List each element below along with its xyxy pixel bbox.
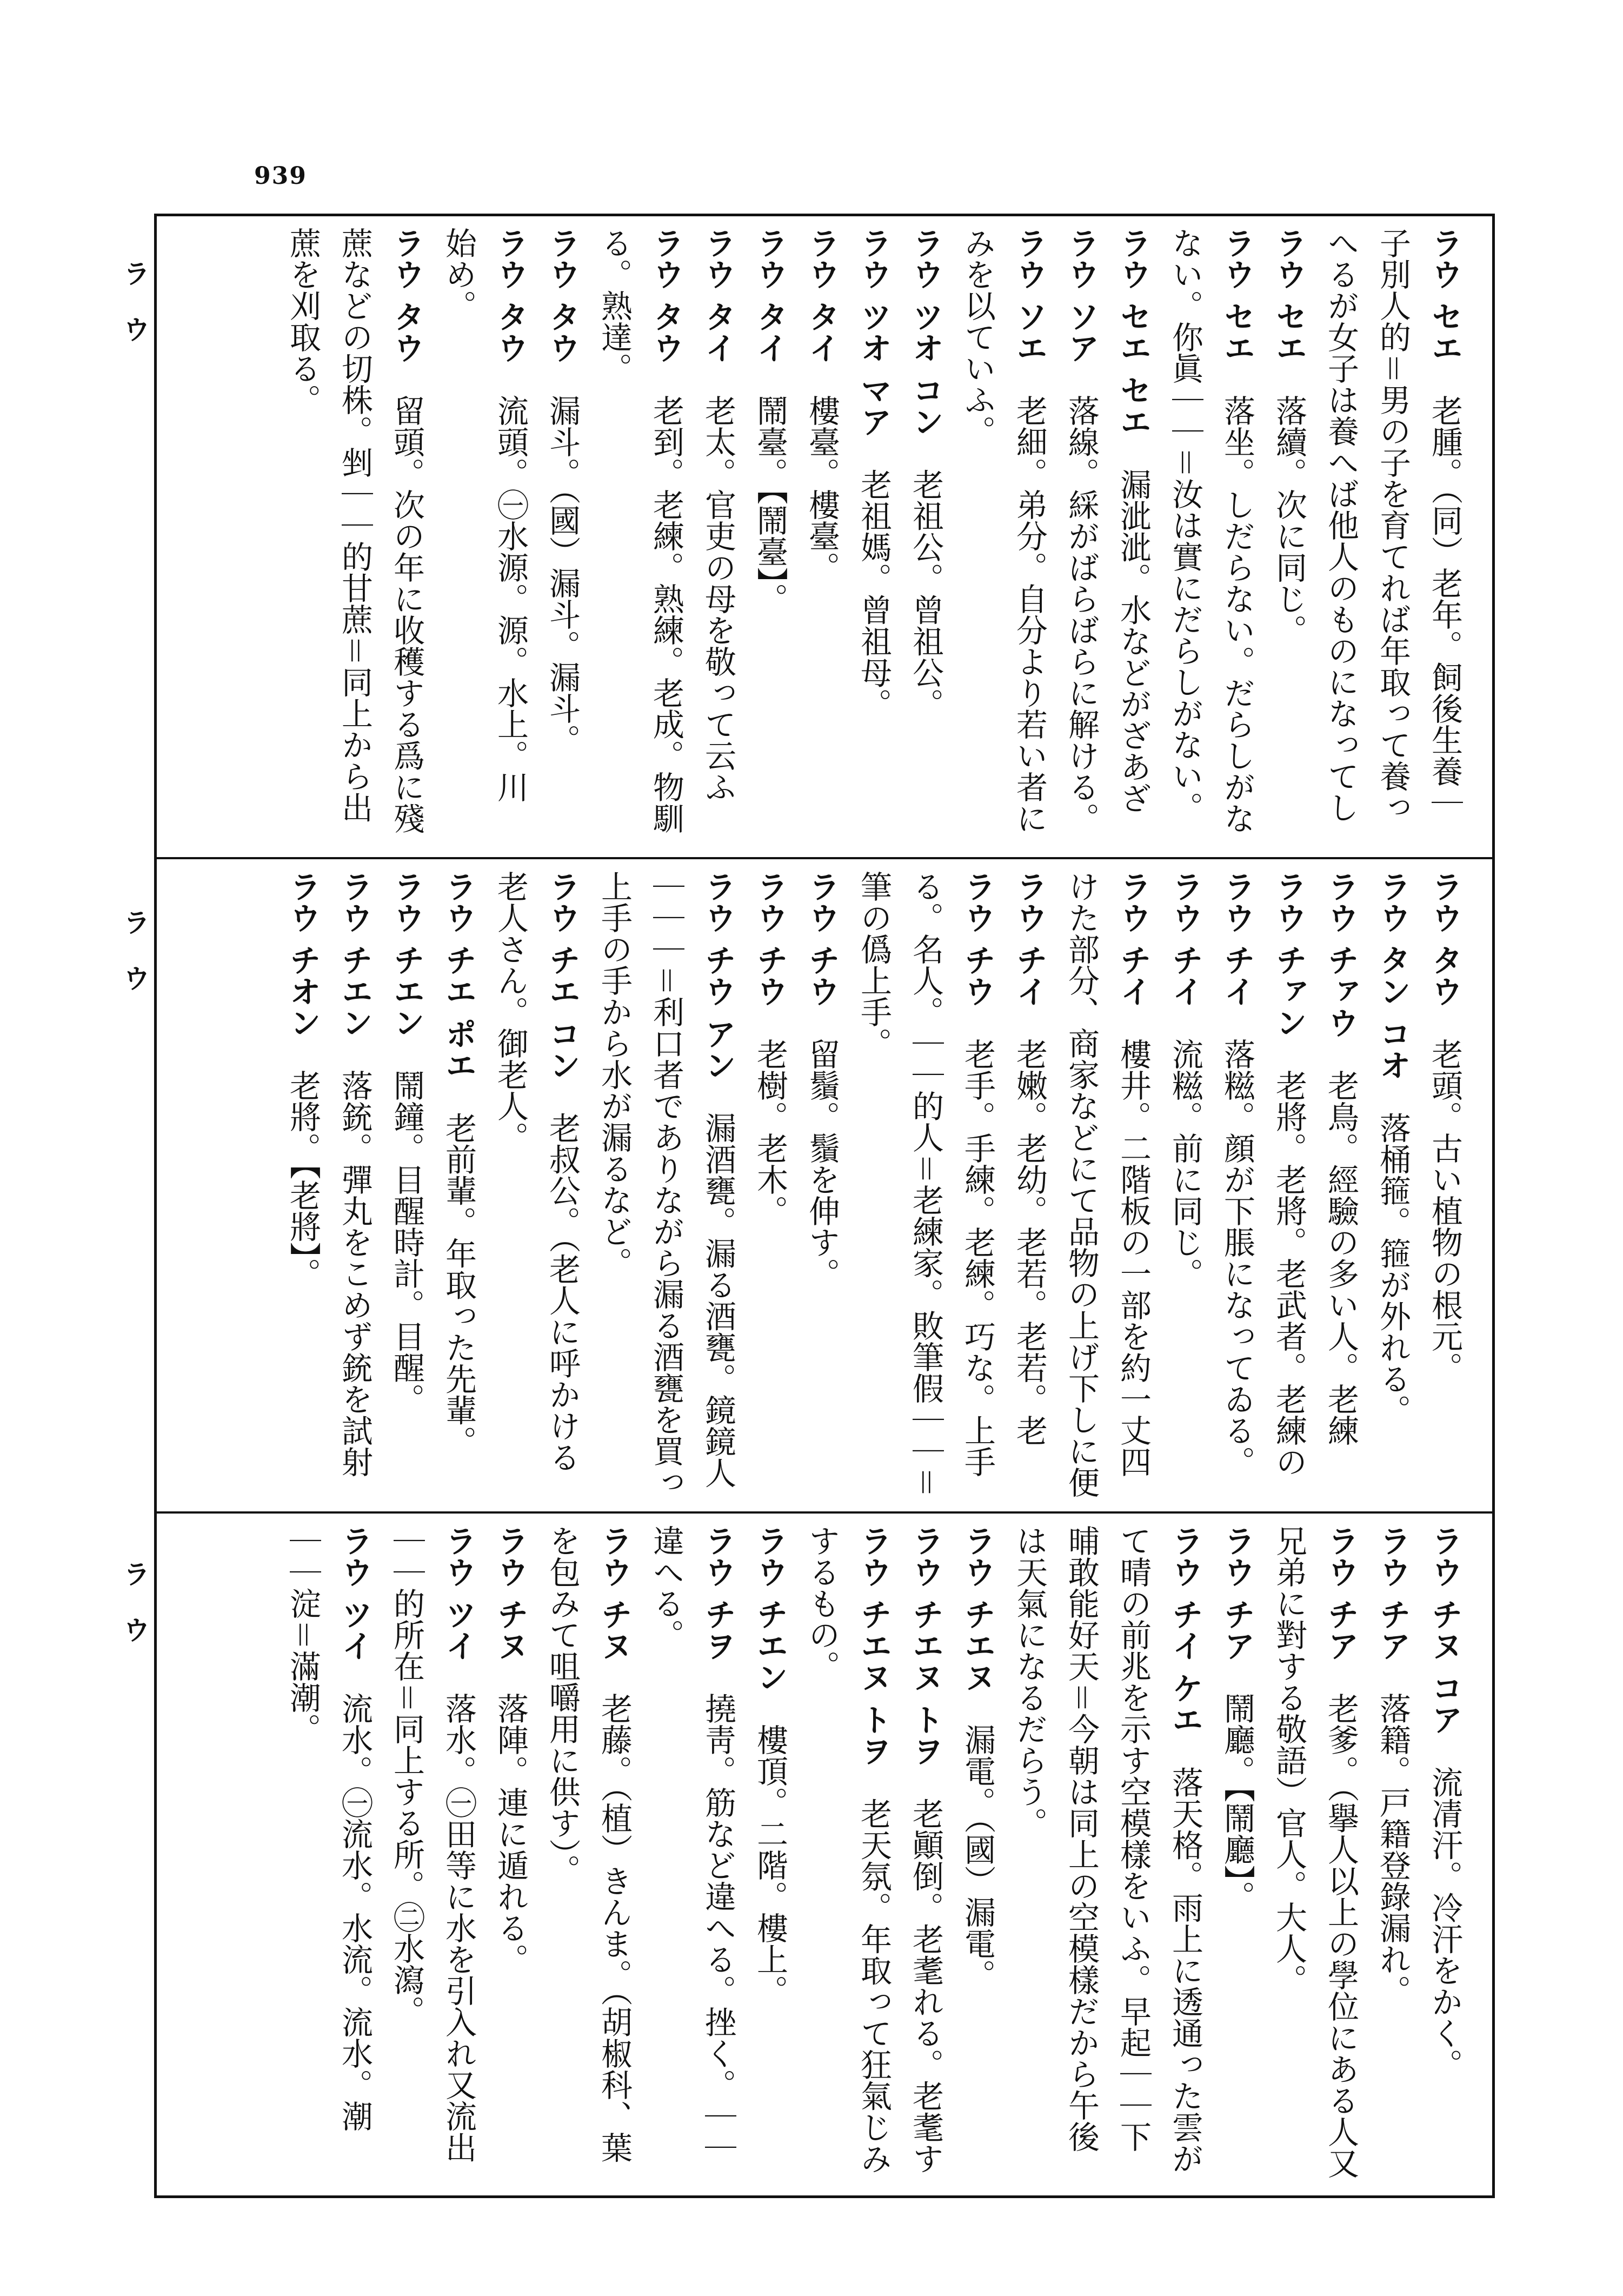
- entry-section: [178, 871, 1471, 1498]
- entry-column: ラウ チヲ 撓靑。筋など違へる。挫く。｜｜: [700, 1525, 736, 2164]
- entry-column: ラウ チウ アン 漏酒甕。漏る酒甕。鏡鏡人: [700, 871, 736, 1489]
- margin-label: ラ ウ: [119, 1560, 150, 1653]
- entry-column: ラウ タン コオ 落桶箍。箍が外れる。: [1374, 871, 1411, 1426]
- entry-section: [178, 227, 1471, 844]
- margin-label: ラ ウ: [119, 260, 150, 353]
- entry-column: けた部分、商家などにて品物の上げ下しに便: [1063, 871, 1100, 1498]
- entry-column: ラウ タイ 老太。官吏の母を敬って云ふ: [700, 227, 736, 803]
- entry-column: 晡敢能好天＝今朝は同上の空模樣だから午後: [1063, 1525, 1100, 2153]
- entry-column: 筆の僞上手。: [855, 871, 892, 1059]
- page-number: 939: [254, 162, 307, 190]
- entry-column: ラウ チエヌ トヲ 老顚倒。老耄れる。老耄す: [907, 1525, 944, 2174]
- entry-column: ラウ ツイ 流水。㊀流水。水流。流水。潮: [336, 1525, 373, 2132]
- entry-column: ラウ チヌ 落陣。連に遁れる。: [492, 1525, 529, 1975]
- entry-column: ラウ チア 老爹。（擧人以上の學位にある人又: [1322, 1525, 1359, 2179]
- entry-column: ラウ セエ 落坐。しだらない。だらしがな: [1219, 227, 1255, 834]
- entry-column: 兄弟に對する敬語）官人。大人。: [1271, 1525, 1307, 1995]
- entry-column: ラウ タウ 流頭。㊀水源。源。水上。川: [492, 227, 529, 803]
- entry-column: へるが女子は養へば他人のものになってし: [1322, 227, 1359, 823]
- entry-column: ラウ ソア 落線。綵がばらばらに解ける。: [1063, 227, 1100, 834]
- entry-column: 上手の手から水が漏るなど。: [596, 871, 633, 1278]
- entry-column: て晴の前兆を示す空模樣をいふ。早起｜｜下: [1115, 1525, 1152, 2152]
- entry-column: ラウ チエ コン 老叔公。（老人に呼かける: [544, 871, 581, 1473]
- entry-column: ラウ チエン 鬧鐘。目醒時計。目醒。: [388, 871, 425, 1415]
- entry-column: ラウ チエ ポエ 老前輩。年取った先輩。: [440, 871, 477, 1457]
- entry-column: ラウ タイ 樓臺。樓臺。: [803, 227, 840, 583]
- entry-column: ｜｜｜＝利口者でありながら漏る酒甕を買っ: [648, 871, 684, 1498]
- entry-column: ラウ チア 落籍。戸籍登錄漏れ。: [1374, 1525, 1411, 2007]
- entry-column: ラウ チイ 老嫩。老幼。老若。老若。老: [1011, 871, 1048, 1446]
- entry-column: ラウ タウ 留頭。次の年に收穫する爲に殘: [388, 227, 425, 834]
- entry-column: ラウ ツオ マア 老祖媽。曾祖母。: [855, 227, 892, 720]
- section-divider: [157, 1511, 1492, 1514]
- entry-column: 子別人的＝男の子を育てれば年取って養っ: [1374, 227, 1411, 824]
- entry-column: 違へる。: [648, 1525, 684, 1650]
- entry-column: 始め。: [440, 227, 477, 321]
- entry-column: ラウ ツイ 落水。㊀田等に水を引入れ又流出: [440, 1525, 477, 2164]
- entry-column: 蔗などの切株。剉｜｜的甘蔗＝同上から出: [336, 227, 373, 824]
- entry-column: ラウ チウ 老樹。老木。: [751, 871, 788, 1227]
- margin-label: ラ ウ: [119, 908, 150, 1001]
- entry-column: みを以ていふ。: [959, 227, 996, 447]
- entry-column: ラウ チヌ 老藤。（植）きんま。（胡椒科、葉: [596, 1525, 633, 2164]
- entry-column: ラウ ソエ 老細。弟分。自分より若い者に: [1011, 227, 1048, 834]
- entry-column: ラウ チイ 落糍。顔が下脹になってゐる。: [1219, 871, 1255, 1478]
- entry-column: ない。你眞｜｜＝汝は實にだらしがない。: [1167, 227, 1203, 824]
- entry-column: ラウ チイ 流糍。前に同じ。: [1167, 871, 1203, 1290]
- entry-column: ラウ タウ 老頭。古い植物の根元。: [1426, 871, 1463, 1384]
- section-divider: [157, 857, 1492, 859]
- entry-column: するもの。: [803, 1525, 840, 1682]
- entry-column: ラウ チヌ コア 流凊汗。冷汗をかく。: [1426, 1525, 1463, 2080]
- entry-column: ラウ チオン 老將。【老將】。: [284, 871, 321, 1290]
- entry-column: ラウ チウ 留鬚。鬚を伸す。: [803, 871, 840, 1290]
- entry-column: ラウ セエ 落續。次に同じ。: [1271, 227, 1307, 646]
- entry-column: ｜｜淀＝滿潮。: [284, 1525, 321, 1745]
- entry-column: ラウ タウ 老到。老練。熟練。老成。物馴: [648, 227, 684, 834]
- entry-column: 蔗を刈取る。: [284, 227, 321, 415]
- entry-column: ラウ ツオ コン 老祖公。曾祖公。: [907, 227, 944, 720]
- entry-column: ラウ チエン 落銃。彈丸をこめず銃を試射: [336, 871, 373, 1478]
- entry-column: ラウ チア 鬧廳。【鬧廳】。: [1219, 1525, 1255, 1913]
- entry-column: ラウ セエ セエ 漏泚泚。水などがざあざ: [1115, 227, 1152, 814]
- entry-column: る。名人。｜｜的人＝老練家。敗筆假｜｜＝: [907, 871, 944, 1498]
- entry-column: は天氣になるだらう。: [1011, 1525, 1048, 1839]
- entry-column: ラウ チァン 老將。老將。老武者。老練の: [1271, 871, 1307, 1478]
- entry-section: [178, 1525, 1471, 2185]
- entry-column: ラウ タイ 鬧臺。【鬧臺】。: [751, 227, 788, 615]
- entry-column: ラウ セエ 老腫。（同）老年。飼後生養｜: [1426, 227, 1463, 819]
- entry-column: ラウ チイ 樓井。二階板の一部を約一丈四: [1115, 871, 1152, 1478]
- entry-column: を包みて咀嚼用に供す）。: [544, 1525, 581, 1886]
- entry-column: ラウ チイ ケエ 落天格。雨上に透通った雲が: [1167, 1525, 1203, 2174]
- entry-column: ラウ チエン 樓頂。二階。樓上。: [751, 1525, 788, 2007]
- entry-column: ラウ チァウ 老鳥。經驗の多い人。老練: [1322, 871, 1359, 1446]
- entry-column: る。熟達。: [596, 227, 633, 384]
- entry-column: ラウ タウ 漏斗。（國）漏斗。漏斗。: [544, 227, 581, 756]
- entry-column: ラウ チエヌ トヲ 老天氛。年取って狂氣じみ: [855, 1525, 892, 2174]
- entry-column: ラウ チウ 老手。手練。老練。巧な。上手: [959, 871, 996, 1478]
- entry-column: ｜｜的所在＝同上する所。㊁水瀉。: [388, 1525, 425, 2027]
- entry-column: ラウ チエヌ 漏電。（國）漏電。: [959, 1525, 996, 1991]
- entry-column: 老人さん。御老人。: [492, 871, 529, 1153]
